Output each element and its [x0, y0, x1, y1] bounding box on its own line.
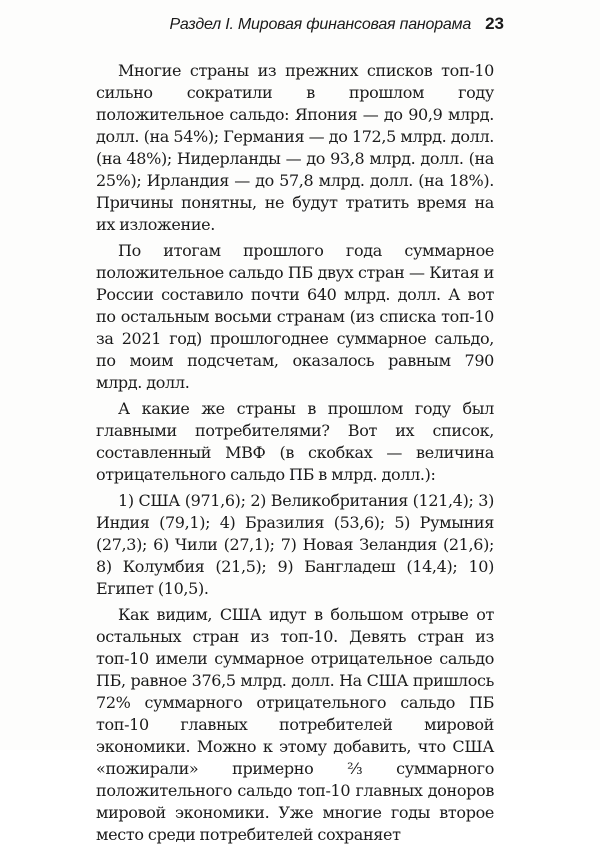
section-title: Раздел I. Мировая финансовая панорама — [169, 16, 472, 33]
paragraph-usa-gap: Как видим, США идут в большом отрыве от остальных стран из топ-10. Девять стран из топ-10 имели суммарное отрицательное сальдо ПБ, равное 376,5 млрд. долл. На США пришлось 72% суммарного отрицательного сальдо ПБ топ-10 главных потребителей мировой экономики. Можно к этому добавить, что США «пожирали» примерно ⅔ суммарного положительного сальдо топ-10 главных доноров мировой экономики. Уже многие годы второе место среди потребителей сохраняет — [96, 605, 494, 844]
running-header — [88, 14, 504, 34]
paragraph-china-russia: По итогам прошлого года суммарное положительное сальдо ПБ двух стран — Китая и России составило почти 640 млрд. долл. А вот по остальным восьми странам (из списка топ-10 за 2021 год) прошлогоднее суммарное сальдо, по моим подсчетам, оказалось равным 790 млрд. долл. — [96, 241, 494, 392]
paragraph-top10-reduction: Многие страны из прежних списков топ-10 сильно сократили в прошлом году положительное сальдо: Япония — до 90,9 млрд. долл. (на 54%); Германия — до 172,5 млрд. долл. (на 48%); Нидерланды — до 93,8 млрд. долл. (на 25%); Ирландия — до 57,8 млрд. долл. (на 18%). Причины понятны, не будут тратить время на их изложение. — [96, 61, 494, 234]
paragraph-consumers-list: 1) США (971,6); 2) Великобритания (121,4); 3) Индия (79,1); 4) Бразилия (53,6); 5) Румыния (27,3); 6) Чили (27,1); 7) Новая Зеландия (21,6); 8) Колумбия (21,5); 9) Бангладеш (14,4); 10) Египет (10,5). — [96, 491, 494, 598]
paragraph-consumers-question: А какие же страны в прошлом году был главными потребителями? Вот их список, составленный МВФ (в скобках — величина отрицательного сальдо ПБ в млрд. долл.): — [96, 399, 494, 484]
page-number: 23 — [485, 14, 504, 33]
body-text — [96, 60, 494, 850]
